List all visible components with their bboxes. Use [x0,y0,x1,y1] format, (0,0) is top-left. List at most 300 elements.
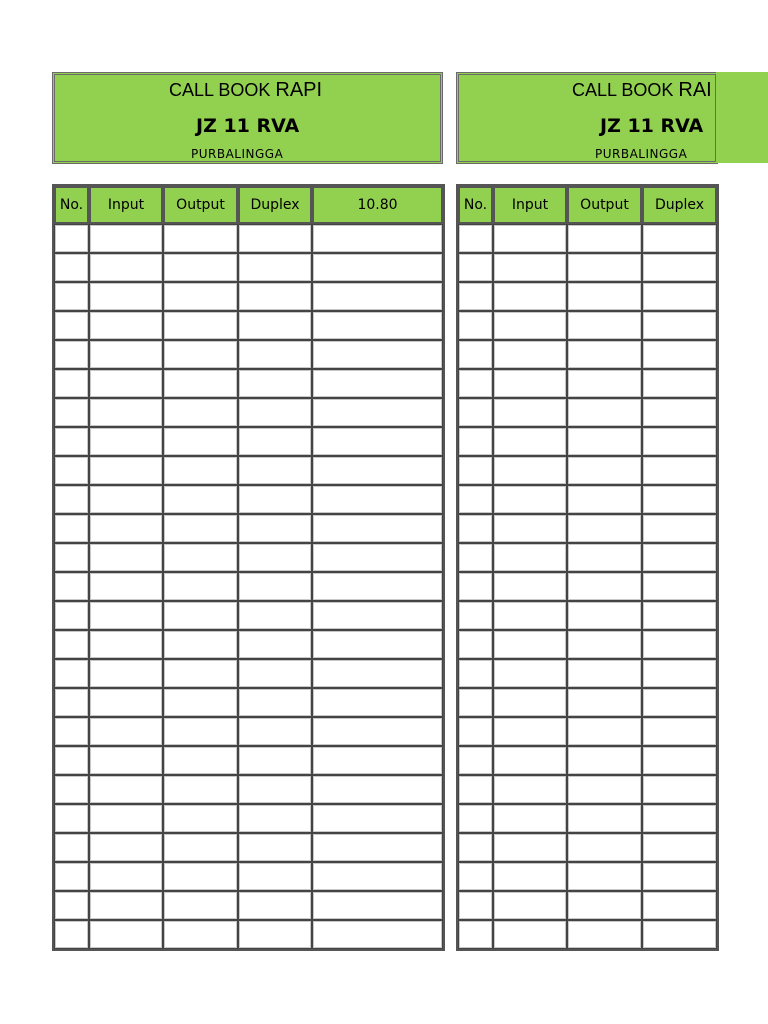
right-table-cell[interactable] [458,572,493,601]
left-table-row [54,630,443,659]
left-table-cell[interactable] [54,282,89,311]
left-table-cell[interactable] [238,659,312,688]
right-table-cell[interactable] [642,224,717,253]
right-table-cell[interactable] [567,340,642,369]
left-table-cell[interactable] [163,282,238,311]
left-table-cell[interactable] [89,369,163,398]
right-table-cell[interactable] [493,253,567,282]
left-table-cell[interactable] [54,224,89,253]
left-table-row [54,775,443,804]
left-table-cell[interactable] [312,398,443,427]
left-table-cell[interactable] [89,688,163,717]
right-table-row [458,253,717,282]
left-table-cell[interactable] [312,862,443,891]
right-table-cell[interactable] [493,282,567,311]
right-table-row [458,456,717,485]
right-table-cell[interactable] [567,601,642,630]
right-table-cell[interactable] [458,514,493,543]
left-table-cell[interactable] [54,456,89,485]
right-table-body [458,224,717,949]
left-table-cell[interactable] [238,775,312,804]
left-header [52,72,443,164]
left-table-body [54,224,443,949]
right-table-cell[interactable] [567,282,642,311]
right-table-cell[interactable] [642,891,717,920]
right-table-cell[interactable] [493,891,567,920]
left-table-cell[interactable] [312,456,443,485]
right-table-cell[interactable] [458,688,493,717]
right-table-cell[interactable] [493,369,567,398]
left-table-cell[interactable] [312,514,443,543]
left-table-cell[interactable] [238,804,312,833]
right-table-row [458,224,717,253]
right-table-cell[interactable] [567,862,642,891]
right-table-row [458,543,717,572]
left-table-cell[interactable] [312,804,443,833]
left-table-cell[interactable] [54,427,89,456]
left-table-cell[interactable] [238,485,312,514]
right-table-cell[interactable] [458,775,493,804]
left-table-cell[interactable] [89,659,163,688]
left-table-cell[interactable] [54,920,89,949]
left-table-row [54,833,443,862]
left-table-cell[interactable] [163,427,238,456]
right-table-cell[interactable] [567,833,642,862]
right-table-cell[interactable] [642,427,717,456]
right-table-cell[interactable] [458,746,493,775]
right-table-cell[interactable] [642,253,717,282]
left-table-cell[interactable] [163,601,238,630]
right-table-cell[interactable] [458,398,493,427]
left-table-cell[interactable] [163,630,238,659]
right-table-cell[interactable] [458,891,493,920]
left-table-cell[interactable] [238,630,312,659]
right-table-cell[interactable] [458,717,493,746]
right-table-row [458,775,717,804]
left-table-row [54,920,443,949]
left-table-cell[interactable] [89,601,163,630]
right-table-row [458,311,717,340]
left-table-cell[interactable] [54,833,89,862]
left-table-cell[interactable] [54,804,89,833]
left-table-row [54,717,443,746]
right-table-row [458,688,717,717]
left-table-cell[interactable] [238,572,312,601]
right-table-cell[interactable] [642,485,717,514]
left-table-cell[interactable] [312,572,443,601]
left-table-cell[interactable] [163,833,238,862]
right-table-cell[interactable] [642,282,717,311]
left-table-row [54,543,443,572]
right-table-cell[interactable] [642,601,717,630]
right-table-cell[interactable] [567,891,642,920]
right-col-duplex: Duplex [642,186,717,224]
right-table-cell[interactable] [567,224,642,253]
right-table-cell[interactable] [493,833,567,862]
right-table-cell[interactable] [493,398,567,427]
right-table-cell[interactable] [642,717,717,746]
right-table-cell[interactable] [567,746,642,775]
left-table-cell[interactable] [54,862,89,891]
left-table-cell[interactable] [54,311,89,340]
right-table-cell[interactable] [567,688,642,717]
left-table-cell[interactable] [89,775,163,804]
left-table-cell[interactable] [163,572,238,601]
left-table-cell[interactable] [238,746,312,775]
left-table-row [54,746,443,775]
right-table-row [458,833,717,862]
right-table-cell[interactable] [458,833,493,862]
right-table-cell[interactable] [642,775,717,804]
left-table-cell[interactable] [89,398,163,427]
left-table-cell[interactable] [163,253,238,282]
right-table-cell[interactable] [493,717,567,746]
left-table-cell[interactable] [238,717,312,746]
right-table-row [458,891,717,920]
left-table-cell[interactable] [238,862,312,891]
left-table-cell[interactable] [89,456,163,485]
right-table-cell[interactable] [642,456,717,485]
right-table-row [458,572,717,601]
left-table-cell[interactable] [54,775,89,804]
right-table-cell[interactable] [567,804,642,833]
left-header-row [54,186,443,224]
right-table-cell[interactable] [458,543,493,572]
left-table-row [54,398,443,427]
right-table-cell[interactable] [493,224,567,253]
left-table-cell[interactable] [238,543,312,572]
left-table-row [54,456,443,485]
left-table-cell[interactable] [89,485,163,514]
left-header-subtitle: JZ 11 RVA [196,115,300,137]
right-table-cell[interactable] [493,746,567,775]
right-table-cell[interactable] [567,485,642,514]
left-table-cell[interactable] [163,311,238,340]
right-table-cell[interactable] [458,862,493,891]
left-table-cell[interactable] [89,630,163,659]
right-table-cell[interactable] [493,688,567,717]
right-header-subtitle: JZ 11 RVA [600,115,704,137]
right-table-cell[interactable] [642,311,717,340]
left-table-cell[interactable] [312,920,443,949]
right-table-cell[interactable] [567,920,642,949]
left-table-row [54,804,443,833]
left-table-cell[interactable] [54,746,89,775]
right-table-cell[interactable] [458,282,493,311]
left-table-cell[interactable] [238,920,312,949]
right-table-cell[interactable] [493,427,567,456]
left-table-cell[interactable] [54,891,89,920]
left-table-cell[interactable] [163,224,238,253]
right-table-row [458,369,717,398]
left-table-cell[interactable] [238,282,312,311]
left-table-cell[interactable] [163,717,238,746]
left-table-cell[interactable] [238,253,312,282]
left-table-cell[interactable] [54,514,89,543]
right-table-cell[interactable] [567,456,642,485]
right-table-cell[interactable] [642,688,717,717]
right-table-row [458,630,717,659]
left-table-cell[interactable] [163,398,238,427]
right-table-row [458,862,717,891]
right-table-cell[interactable] [642,630,717,659]
left-table-cell[interactable] [312,485,443,514]
right-header-city: PURBALINGGA [595,147,688,161]
left-table-cell[interactable] [54,485,89,514]
right-table-row [458,659,717,688]
left-table-cell[interactable] [54,572,89,601]
right-table-row [458,340,717,369]
left-table-cell[interactable] [163,485,238,514]
left-table-row [54,224,443,253]
left-table-cell[interactable] [238,833,312,862]
left-table-row [54,340,443,369]
left-table-cell[interactable] [54,659,89,688]
right-table-cell[interactable] [458,456,493,485]
right-table-cell[interactable] [493,456,567,485]
left-table-cell[interactable] [312,543,443,572]
right-table-cell[interactable] [458,659,493,688]
left-table-cell[interactable] [312,601,443,630]
left-table-cell[interactable] [54,630,89,659]
left-table-cell[interactable] [89,311,163,340]
right-table-cell[interactable] [458,224,493,253]
left-table-row [54,427,443,456]
left-table-cell[interactable] [89,543,163,572]
right-table-cell[interactable] [567,543,642,572]
right-table-cell[interactable] [493,311,567,340]
right-callbook-table [456,184,719,951]
right-col-input: Input [493,186,567,224]
left-table-cell[interactable] [163,891,238,920]
right-table-cell[interactable] [567,775,642,804]
left-table-cell[interactable] [163,659,238,688]
left-table-cell[interactable] [54,543,89,572]
right-table-cell[interactable] [642,833,717,862]
right-table-row [458,485,717,514]
left-table-cell[interactable] [312,775,443,804]
left-table-row [54,514,443,543]
left-table-cell[interactable] [89,862,163,891]
left-table-cell[interactable] [238,398,312,427]
right-header-row [458,186,717,224]
left-table-cell[interactable] [163,369,238,398]
right-table-cell[interactable] [458,311,493,340]
left-table-cell[interactable] [89,717,163,746]
green-edge-fill [716,72,768,163]
left-table-cell[interactable] [89,833,163,862]
left-table-cell[interactable] [163,688,238,717]
left-table-cell[interactable] [89,282,163,311]
left-table-cell[interactable] [163,543,238,572]
right-table-cell[interactable] [567,369,642,398]
right-table-row [458,514,717,543]
left-table-cell[interactable] [89,920,163,949]
left-table-cell[interactable] [163,862,238,891]
right-table-cell[interactable] [458,920,493,949]
left-col-duplex: Duplex [238,186,312,224]
right-table-cell[interactable] [642,543,717,572]
left-col-no: No. [54,186,89,224]
right-table-cell[interactable] [458,427,493,456]
right-table-cell[interactable] [567,630,642,659]
left-table-cell[interactable] [238,688,312,717]
left-table-row [54,862,443,891]
right-table-cell[interactable] [642,862,717,891]
left-table-cell[interactable] [312,427,443,456]
left-table-cell[interactable] [89,340,163,369]
left-table-cell[interactable] [312,282,443,311]
left-table-cell[interactable] [312,891,443,920]
left-col-output: Output [163,186,238,224]
right-col-no: No. [458,186,493,224]
right-header [456,72,718,164]
left-table-row [54,369,443,398]
left-table-cell[interactable] [89,804,163,833]
right-table-row [458,804,717,833]
left-table-cell[interactable] [163,920,238,949]
left-table-row [54,891,443,920]
right-table-cell[interactable] [642,369,717,398]
left-table-row [54,572,443,601]
right-table-row [458,398,717,427]
right-table-cell[interactable] [493,572,567,601]
left-table-cell[interactable] [163,775,238,804]
left-col-extra: 10.80 [312,186,443,224]
right-table-row [458,920,717,949]
right-table-cell[interactable] [493,659,567,688]
left-title-part2: RAPI [275,79,323,101]
right-col-output: Output [567,186,642,224]
left-table-cell[interactable] [238,514,312,543]
left-table-cell[interactable] [312,253,443,282]
left-table-cell[interactable] [312,717,443,746]
left-table-row [54,688,443,717]
right-table-cell[interactable] [642,746,717,775]
right-table-cell[interactable] [458,369,493,398]
left-table-cell[interactable] [312,630,443,659]
left-table-cell[interactable] [238,601,312,630]
right-table-cell[interactable] [567,717,642,746]
left-col-input: Input [89,186,163,224]
right-table-cell[interactable] [493,630,567,659]
right-table-cell[interactable] [567,659,642,688]
left-table-cell[interactable] [89,746,163,775]
left-table-cell[interactable] [163,746,238,775]
right-table-cell[interactable] [642,920,717,949]
right-table-cell[interactable] [493,485,567,514]
left-table-cell[interactable] [163,514,238,543]
left-table-cell[interactable] [238,369,312,398]
left-table-cell[interactable] [54,688,89,717]
left-table-cell[interactable] [238,340,312,369]
left-table-cell[interactable] [54,398,89,427]
left-table-cell[interactable] [89,514,163,543]
left-table-cell[interactable] [312,340,443,369]
left-table-cell[interactable] [312,224,443,253]
right-table-row [458,717,717,746]
left-table-cell[interactable] [238,456,312,485]
right-title-part2: RAI [678,79,712,101]
right-table-cell[interactable] [642,398,717,427]
right-table-row [458,282,717,311]
left-table-cell[interactable] [54,601,89,630]
right-table-cell[interactable] [458,630,493,659]
right-table-row [458,427,717,456]
right-table-cell[interactable] [642,572,717,601]
right-table-cell[interactable] [642,804,717,833]
left-table-cell[interactable] [89,891,163,920]
left-header-title [169,79,322,102]
left-table-row [54,253,443,282]
right-table-cell[interactable] [458,601,493,630]
right-table-cell[interactable] [567,253,642,282]
right-table-cell[interactable] [642,659,717,688]
left-table-cell[interactable] [163,804,238,833]
right-table-cell[interactable] [642,514,717,543]
left-table-cell[interactable] [163,456,238,485]
left-table-cell[interactable] [54,717,89,746]
right-table-cell[interactable] [567,427,642,456]
left-table-cell[interactable] [89,224,163,253]
left-table-cell[interactable] [238,311,312,340]
right-table-cell[interactable] [493,862,567,891]
left-table-row [54,659,443,688]
left-table-cell[interactable] [312,659,443,688]
right-table-cell[interactable] [493,514,567,543]
right-table-cell[interactable] [493,775,567,804]
left-table-cell[interactable] [54,253,89,282]
left-table-cell[interactable] [89,427,163,456]
left-table-cell[interactable] [238,891,312,920]
right-table-cell[interactable] [458,340,493,369]
right-table-cell[interactable] [493,920,567,949]
left-table-cell[interactable] [89,572,163,601]
left-table-cell[interactable] [312,746,443,775]
right-table-cell[interactable] [493,804,567,833]
left-table-cell[interactable] [238,224,312,253]
right-table-cell[interactable] [642,340,717,369]
right-table-cell[interactable] [493,340,567,369]
left-table-row [54,311,443,340]
left-table-cell[interactable] [54,369,89,398]
left-table-cell[interactable] [312,369,443,398]
left-table-cell[interactable] [238,427,312,456]
left-table-cell[interactable] [54,340,89,369]
right-table-cell[interactable] [567,514,642,543]
left-table-cell[interactable] [312,688,443,717]
right-table-cell[interactable] [458,804,493,833]
right-table-cell[interactable] [567,572,642,601]
left-table-cell[interactable] [89,253,163,282]
left-table-row [54,485,443,514]
right-table-cell[interactable] [567,398,642,427]
right-table-cell[interactable] [458,253,493,282]
right-table-row [458,601,717,630]
left-table-row [54,282,443,311]
right-table-cell[interactable] [567,311,642,340]
left-table-cell[interactable] [163,340,238,369]
right-table-cell[interactable] [493,601,567,630]
left-header-city: PURBALINGGA [191,147,284,161]
right-table-cell[interactable] [458,485,493,514]
right-header-title [572,79,712,102]
right-title-part1: CALL BOOK [572,80,679,100]
right-table-cell[interactable] [493,543,567,572]
left-table-cell[interactable] [312,833,443,862]
left-title-part1: CALL BOOK [169,80,276,100]
left-table-cell[interactable] [312,311,443,340]
